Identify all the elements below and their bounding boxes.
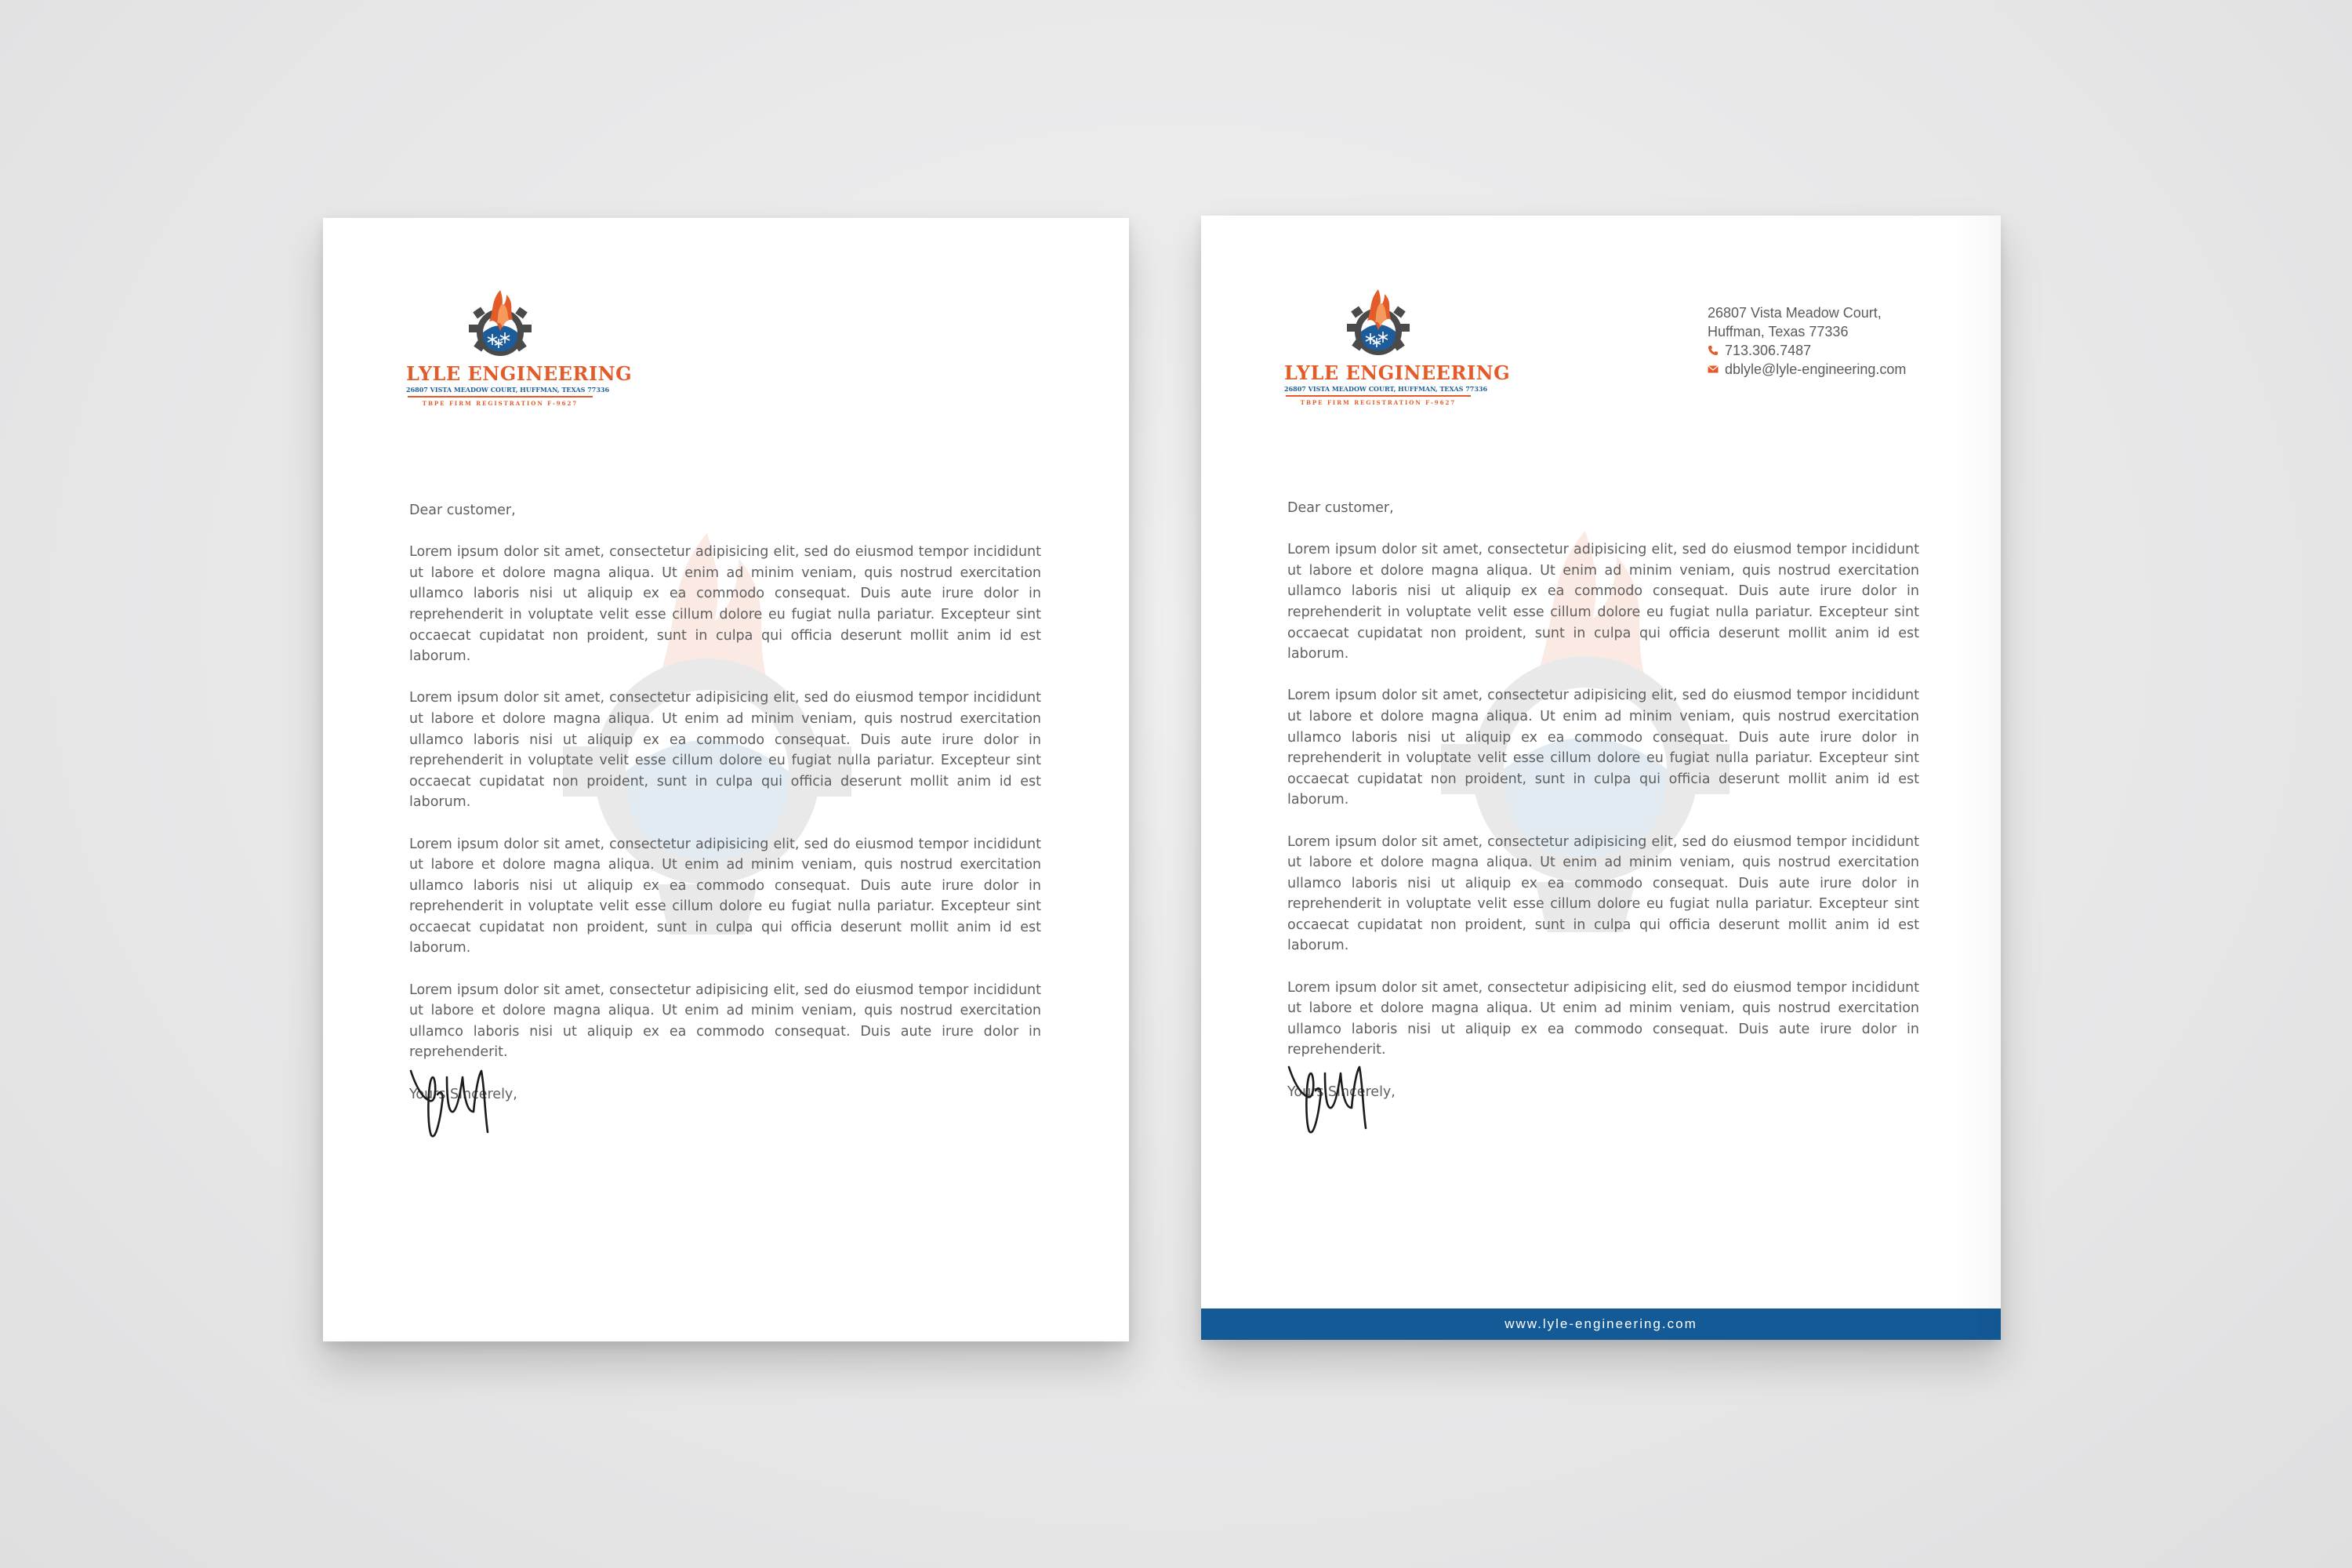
contact-phone-row bbox=[1708, 341, 1943, 360]
contact-email-row bbox=[1708, 360, 1943, 379]
letter-paragraph: Lorem ipsum dolor sit amet, consectetur adipisicing elit, sed do eiusmod tempor incididunt ut labore et dolore magna aliqua. Ut enim ad minim veniam, quis nostrud exercitation ullamco laboris nisi ut aliquip ex ea commodo consequat. Duis aute irure dolor in reprehenderit in voluptate velit esse cillum dolore eu fugiat nulla pariatur. Excepteur sint occaecat cupidatat non proident, sunt in culpa qui officia deserunt mollit anim id est laborum. bbox=[409, 836, 1041, 956]
letter-closing: Yours Sincerely, bbox=[409, 1086, 517, 1102]
letter-greeting: Dear customer, bbox=[1287, 500, 1394, 516]
contact-email: dblyle@lyle-engineering.com bbox=[1725, 361, 1907, 377]
company-logo bbox=[406, 287, 633, 412]
contact-address-line: Huffman, Texas 77336 bbox=[1708, 324, 1849, 339]
letter-paragraph: Lorem ipsum dolor sit amet, consectetur adipisicing elit, sed do eiusmod tempor incididunt ut labore et dolore magna aliqua. Ut enim ad minim veniam, quis nostrud exercitation ullamco laboris nisi ut aliquip ex ea commodo consequat. Duis aute irure dolor in reprehenderit in voluptate velit esse cillum dolore eu fugiat nulla pariatur. Excepteur sint occaecat cupidatat non proident, sunt in culpa qui officia deserunt mollit anim id est laborum. bbox=[1287, 542, 1919, 662]
letter-paragraph: Lorem ipsum dolor sit amet, consectetur adipisicing elit, sed do eiusmod tempor incididunt ut labore et dolore magna aliqua. Ut enim ad minim veniam, quis nostrud exercitation ullamco laboris nisi ut aliquip ex ea commodo consequat. Duis aute irure dolor in reprehenderit in voluptate velit esse cillum dolore eu fugiat nulla pariatur. Excepteur sint occaecat cupidatat non proident, sunt in culpa qui officia deserunt mollit anim id est laborum. bbox=[409, 544, 1041, 665]
handwritten-signature-icon bbox=[406, 1054, 508, 1140]
footer-website: www.lyle-engineering.com bbox=[1504, 1316, 1697, 1331]
handwritten-signature-icon bbox=[1284, 1050, 1386, 1136]
letter-body bbox=[1287, 498, 1919, 1123]
logo-registration: TBPE FIRM REGISTRATION F-9627 bbox=[1300, 399, 1457, 406]
letter-paragraph: Lorem ipsum dolor sit amet, consectetur adipisicing elit, sed do eiusmod tempor incididunt ut labore et dolore magna aliqua. Ut enim ad minim veniam, quis nostrud exercitation ullamco laboris nisi ut aliquip ex ea commodo consequat. Duis aute irure dolor in reprehenderit. bbox=[1287, 979, 1919, 1058]
contact-address-line: 26807 Vista Meadow Court, bbox=[1708, 305, 1882, 321]
logo-address: 26807 VISTA MEADOW COURT, HUFFMAN, TEXAS 77336 bbox=[1284, 385, 1488, 393]
flame-gear-snowflake-icon bbox=[1345, 286, 1411, 361]
footer-bar bbox=[1201, 1308, 2001, 1340]
letterhead-sheet-with-contact bbox=[1201, 216, 2001, 1340]
logo-address: 26807 VISTA MEADOW COURT, HUFFMAN, TEXAS 77336 bbox=[406, 386, 610, 394]
envelope-icon bbox=[1708, 364, 1719, 375]
letter-paragraph: Lorem ipsum dolor sit amet, consectetur adipisicing elit, sed do eiusmod tempor incididunt ut labore et dolore magna aliqua. Ut enim ad minim veniam, quis nostrud exercitation ullamco laboris nisi ut aliquip ex ea commodo consequat. Duis aute irure dolor in reprehenderit. bbox=[409, 982, 1041, 1061]
logo-registration: TBPE FIRM REGISTRATION F-9627 bbox=[422, 400, 579, 407]
contact-block bbox=[1708, 303, 1943, 379]
contact-phone: 713.306.7487 bbox=[1725, 343, 1812, 358]
company-logo bbox=[1284, 286, 1511, 412]
letter-paragraph: Lorem ipsum dolor sit amet, consectetur adipisicing elit, sed do eiusmod tempor incididunt ut labore et dolore magna aliqua. Ut enim ad minim veniam, quis nostrud exercitation ullamco laboris nisi ut aliquip ex ea commodo consequat. Duis aute irure dolor in reprehenderit in voluptate velit esse cillum dolore eu fugiat nulla pariatur. Excepteur sint occaecat cupidatat non proident, sunt in culpa qui officia deserunt mollit anim id est laborum. bbox=[1287, 833, 1919, 954]
logo-divider bbox=[1286, 395, 1471, 397]
phone-icon bbox=[1708, 345, 1719, 356]
letter-greeting: Dear customer, bbox=[409, 503, 516, 518]
letter-paragraph: Lorem ipsum dolor sit amet, consectetur adipisicing elit, sed do eiusmod tempor incididunt ut labore et dolore magna aliqua. Ut enim ad minim veniam, quis nostrud exercitation ullamco laboris nisi ut aliquip ex ea commodo consequat. Duis aute irure dolor in reprehenderit in voluptate velit esse cillum dolore eu fugiat nulla pariatur. Excepteur sint occaecat cupidatat non proident, sunt in culpa qui officia deserunt mollit anim id est laborum. bbox=[1287, 688, 1919, 808]
letter-closing: Yours Sincerely, bbox=[1287, 1083, 1396, 1100]
logo-company-name: LYLE ENGINEERING bbox=[406, 362, 633, 385]
logo-company-name: LYLE ENGINEERING bbox=[1284, 361, 1511, 384]
logo-divider bbox=[408, 396, 593, 397]
letterhead-sheet-plain bbox=[323, 218, 1129, 1341]
flame-gear-snowflake-icon bbox=[467, 287, 533, 362]
letter-paragraph: Lorem ipsum dolor sit amet, consectetur adipisicing elit, sed do eiusmod tempor incididunt ut labore et dolore magna aliqua. Ut enim ad minim veniam, quis nostrud exercitation ullamco laboris nisi ut aliquip ex ea commodo consequat. Duis aute irure dolor in reprehenderit in voluptate velit esse cillum dolore eu fugiat nulla pariatur. Excepteur sint occaecat cupidatat non proident, sunt in culpa qui officia deserunt mollit anim id est laborum. bbox=[409, 690, 1041, 811]
letter-body bbox=[409, 500, 1041, 1126]
